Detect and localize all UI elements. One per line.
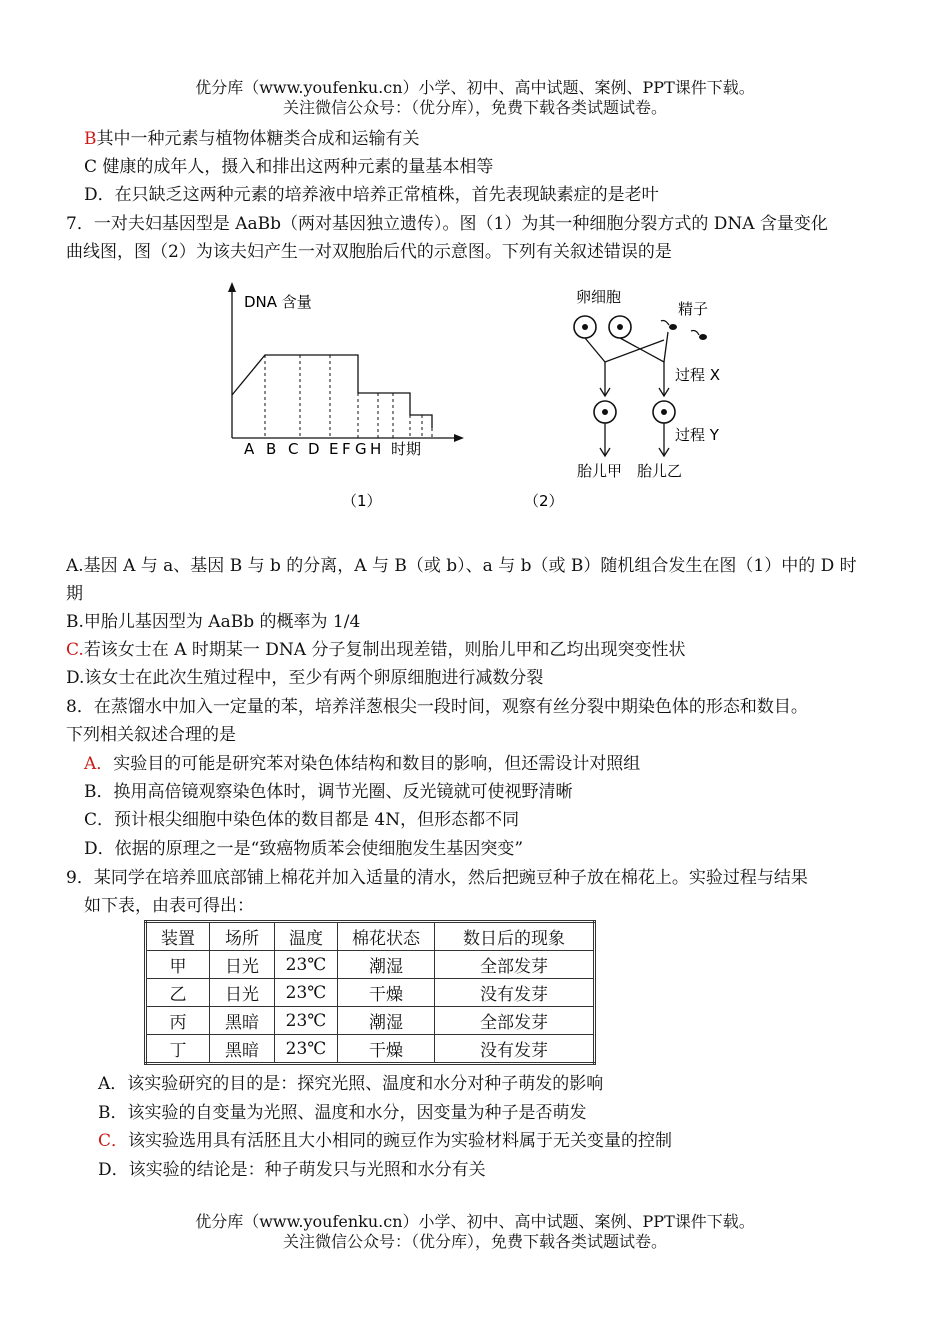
table-cell: 黑暗	[210, 1035, 275, 1064]
sperm-1	[669, 324, 677, 330]
table-cell: 没有发芽	[435, 979, 595, 1007]
footer-line-2: 关注微信公众号：（优分库），免费下载各类试题试卷。	[282, 1232, 667, 1251]
q7-option-b: B.甲胎儿基因型为 AaBb 的概率为 1/4	[66, 612, 361, 632]
q9-option-c-text: 该实验选用具有活胚且大小相同的豌豆作为实验材料属于无关变量的控制	[128, 1131, 673, 1151]
q6-option-d: D．在只缺乏这两种元素的培养液中培养正常植株，首先表现缺素症的是老叶	[84, 185, 659, 205]
q9-stem-line-1: 9．某同学在培养皿底部铺上棉花并加入适量的清水，然后把豌豆种子放在棉花上。实验过程与结果	[66, 868, 808, 888]
table-cell: 乙	[146, 979, 210, 1007]
q9-option-b: B．该实验的自变量为光照、温度和水分，因变量为种子是否萌发	[98, 1103, 587, 1123]
table-cell: 23℃	[275, 1007, 338, 1035]
q9-option-c-letter: C．	[98, 1131, 129, 1151]
table-cell: 全部发芽	[435, 951, 595, 979]
q7-stem-line-2: 曲线图，图（2）为该夫妇产生一对双胞胎后代的示意图。下列有关叙述错误的是	[66, 242, 672, 262]
q6-option-b-text: 其中一种元素与植物体糖类合成和运输有关	[96, 129, 420, 149]
table-header-row	[146, 922, 595, 951]
q8-option-a-letter: A．	[84, 754, 114, 774]
table-cell: 丙	[146, 1007, 210, 1035]
fig1-xlabel: 时期	[391, 440, 422, 458]
q8-option-d: D．依据的原理之一是“致癌物质苯会使细胞发生基因突变”	[84, 839, 524, 859]
fig1-tick-h: H	[370, 440, 382, 458]
q7-stem-line-1: 7．一对夫妇基因型是 AaBb（两对基因独立遗传）。图（1）为其一种细胞分裂方式的 DNA 含量变化	[66, 214, 828, 234]
table-cell: 日光	[210, 979, 275, 1007]
table-cell: 丁	[146, 1035, 210, 1064]
figure-1-dna-curve	[210, 280, 480, 520]
table-header-cell: 数日后的现象	[435, 922, 595, 951]
q8-stem-line-2: 下列相关叙述合理的是	[66, 725, 236, 745]
table-cell: 23℃	[275, 979, 338, 1007]
dna-curve-line	[232, 355, 432, 428]
fig2-process-x: 过程 X	[675, 366, 721, 384]
table-cell: 全部发芽	[435, 1007, 595, 1035]
table-cell: 23℃	[275, 1035, 338, 1064]
fig2-fetus-a: 胎儿甲	[577, 462, 623, 480]
q6-option-c: C 健康的成年人，摄入和排出这两种元素的量基本相等	[84, 157, 494, 177]
q8-option-a-text: 实验目的可能是研究苯对染色体结构和数目的影响，但还需设计对照组	[113, 754, 641, 774]
fig2-egg-label: 卵细胞	[576, 288, 622, 306]
q7-option-d: D.该女士在此次生殖过程中，至少有两个卵原细胞进行减数分裂	[66, 668, 544, 688]
fig2-caption: （2）	[524, 492, 564, 510]
q9-results-table	[144, 920, 596, 1065]
header-line-2: 关注微信公众号：（优分库），免费下载各类试题试卷。	[282, 98, 667, 117]
table-cell: 潮湿	[338, 951, 435, 979]
table-cell: 黑暗	[210, 1007, 275, 1035]
table-header-cell: 棉花状态	[338, 922, 435, 951]
x-axis-arrow	[454, 434, 464, 442]
q6-option-b-letter: B	[84, 129, 97, 149]
q7-option-c	[66, 638, 686, 662]
table-header-cell: 装置	[146, 922, 210, 951]
fertilize-line-1	[585, 338, 664, 362]
q8-stem-line-1: 8．在蒸馏水中加入一定量的苯，培养洋葱根尖一段时间，观察有丝分裂中期染色体的形态和数目。	[66, 697, 808, 717]
fig1-tick-d: D	[308, 440, 320, 458]
q7-option-a-line-2: 期	[66, 584, 83, 604]
table-cell: 干燥	[338, 1035, 435, 1064]
y-axis-arrow	[228, 282, 236, 292]
q6-option-b	[84, 127, 420, 151]
q7-option-c-letter: C.	[66, 640, 84, 660]
q9-option-d: D．该实验的结论是：种子萌发只与光照和水分有关	[98, 1160, 486, 1180]
table-header-cell: 场所	[210, 922, 275, 951]
fig2-process-y: 过程 Y	[675, 426, 719, 444]
fig2-sperm-label: 精子	[678, 300, 709, 318]
table-cell: 没有发芽	[435, 1035, 595, 1064]
q7-option-c-text: 若该女士在 A 时期某一 DNA 分子复制出现差错，则胎儿甲和乙均出现突变性状	[83, 640, 686, 660]
table-row	[146, 979, 595, 1007]
q7-option-a-line-1: A.基因 A 与 a、基因 B 与 b 的分离，A 与 B（或 b）、a 与 b（或 B）随机组合发生在图（1）中的 D 时	[66, 556, 857, 576]
fig1-tick-b: B	[266, 440, 277, 458]
footer-line-1: 优分库（www.youfenku.cn）小学、初中、高中试题、案例、PPT课件下载。	[195, 1212, 755, 1231]
fig1-caption: （1）	[342, 492, 382, 510]
q8-option-a	[84, 752, 640, 776]
fig1-tick-g: G	[355, 440, 367, 458]
q9-stem-line-2: 如下表，由表可得出：	[84, 896, 254, 916]
table-row	[146, 1035, 595, 1064]
fig2-fetus-b: 胎儿乙	[637, 462, 683, 480]
table-cell: 潮湿	[338, 1007, 435, 1035]
table-cell: 干燥	[338, 979, 435, 1007]
q9-option-a: A．该实验研究的目的是：探究光照、温度和水分对种子萌发的影响	[98, 1074, 604, 1094]
table-row	[146, 951, 595, 979]
fig1-tick-c: C	[288, 440, 299, 458]
fig1-tick-e: E	[329, 440, 339, 458]
q8-option-c: C．预计根尖细胞中染色体的数目都是 4N，但形态都不同	[84, 810, 520, 830]
q9-option-c	[98, 1129, 672, 1153]
fig1-tick-f: F	[342, 440, 351, 458]
figure-2-twins-diagram	[524, 280, 780, 520]
table-row	[146, 1007, 595, 1035]
q8-option-b: B．换用高倍镜观察染色体时，调节光圈、反光镜就可使视野清晰	[84, 782, 573, 802]
table-cell: 日光	[210, 951, 275, 979]
fig1-ylabel: DNA 含量	[244, 293, 312, 311]
table-cell: 甲	[146, 951, 210, 979]
header-line-1: 优分库（www.youfenku.cn）小学、初中、高中试题、案例、PPT课件下载。	[195, 78, 755, 97]
table-header-cell: 温度	[275, 922, 338, 951]
fig1-tick-a: A	[244, 440, 255, 458]
sperm-2	[699, 334, 707, 340]
table-cell: 23℃	[275, 951, 338, 979]
